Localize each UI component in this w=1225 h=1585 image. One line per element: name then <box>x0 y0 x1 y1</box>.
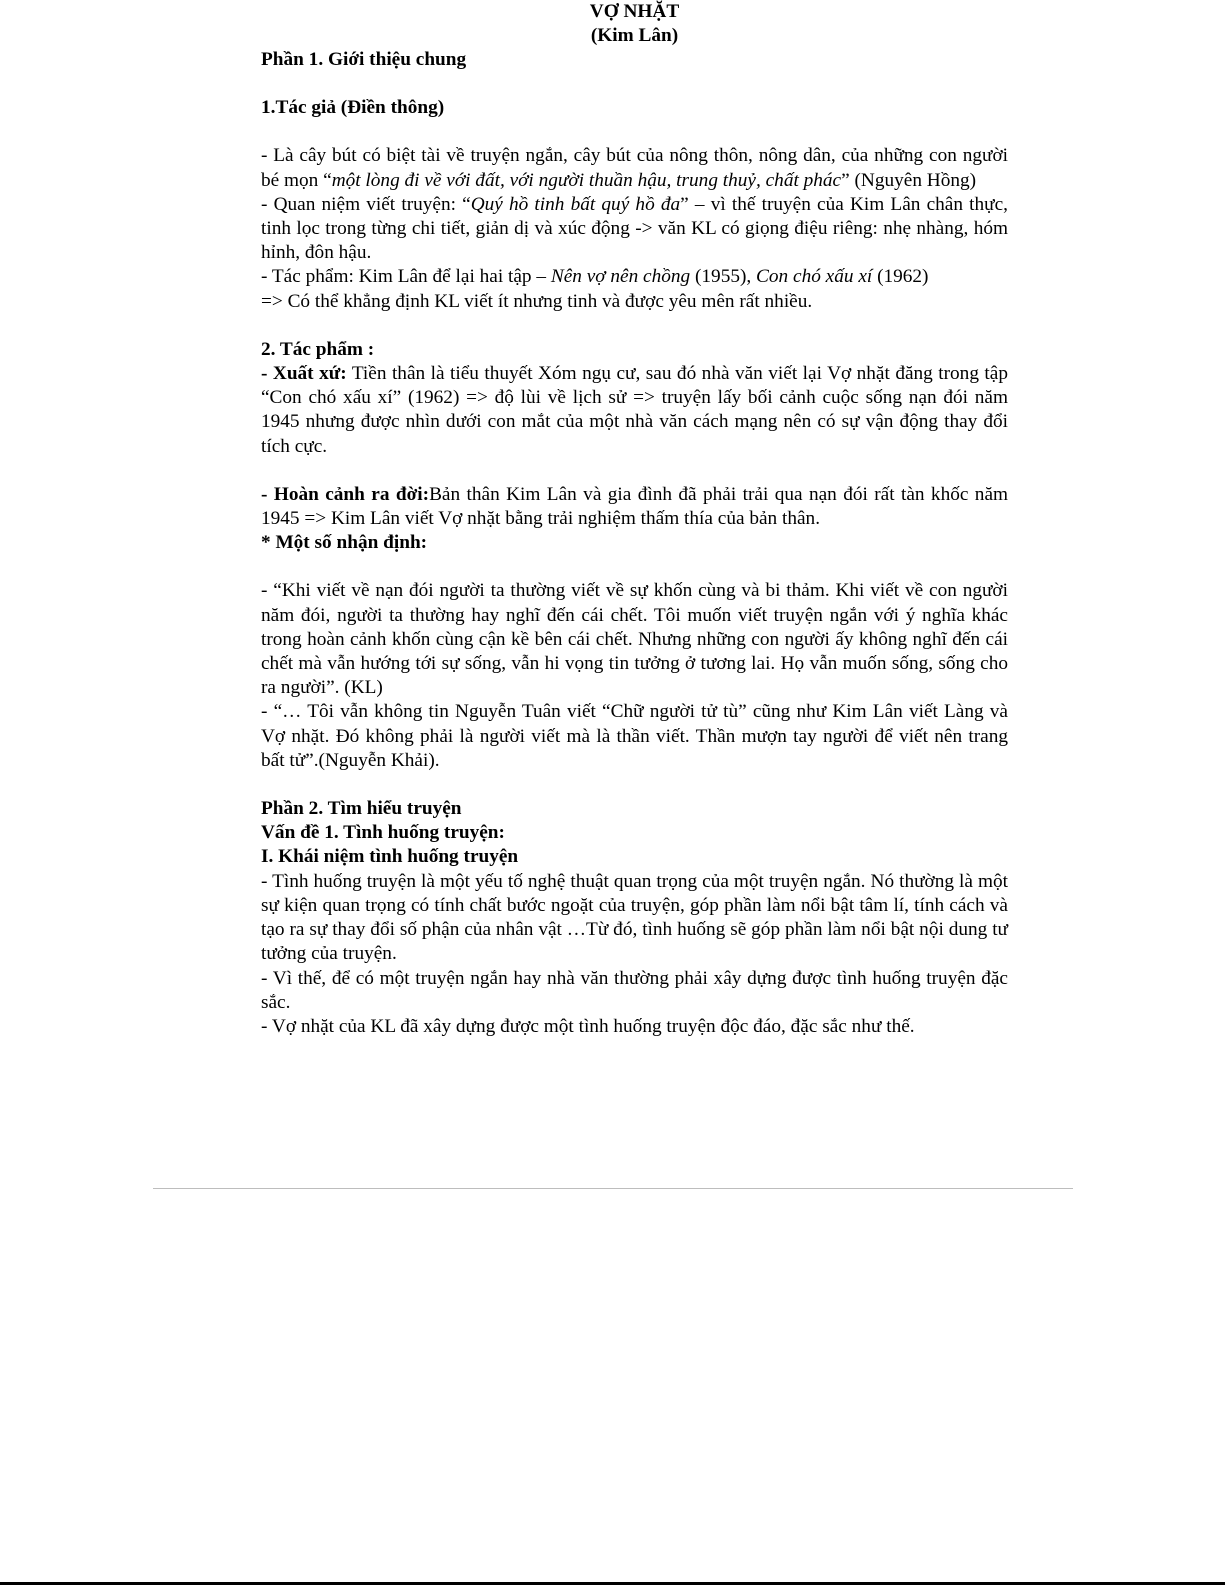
opinion-2: - “… Tôi vẫn không tin Nguyễn Tuân viết “Chữ người tử tù” cũng như Kim Lân viết Làng và Vợ nhặt. Đó không phải là người viết mà là thần viết. Thần mượn tay người để viết nên trang bất tử”.(Nguyễn Khải). <box>261 701 1008 771</box>
author-paragraph-1: - Là cây bút có biệt tài về truyện ngắn, cây bút của nông thôn, nông dân, của những con người bé mọn “một lòng đi về với đất, với người thuần hậu, trung thuỷ, chất phác” (Nguyên Hồng) <box>261 145 1008 191</box>
writing-motto: Quý hồ tinh bất quý hồ đa <box>470 193 681 215</box>
document-title <box>261 0 1008 48</box>
issue-heading: Vấn đề 1. Tình huống truyện: <box>261 822 505 844</box>
title-author: (Kim Lân) <box>590 25 679 46</box>
context-paragraph: - Hoàn cảnh ra đời:Bản thân Kim Lân và gia đình đã phải trải qua nạn đói rất tàn khốc năm 1945 => Kim Lân viết Vợ nhặt bằng trải nghiệm thấm thía của bản thân. <box>261 483 1009 530</box>
context-label: - Hoàn cảnh ra đời: <box>261 483 430 505</box>
author-paragraph-4: => Có thể khẳng định KL viết ít nhưng tinh và được yêu mên rất nhiều. <box>261 290 813 312</box>
concept-heading: I. Khái niệm tình huống truyện <box>261 846 519 868</box>
opinions-heading: * Một số nhận định: <box>261 532 428 554</box>
origin-label: - Xuất xứ: <box>261 363 347 385</box>
origin-paragraph: - Xuất xứ: Tiền thân là tiểu thuyết Xóm ngụ cư, sau đó nhà văn viết lại Vợ nhặt đăng trong tập “Con chó xấu xí” (1962) => độ lùi về lịch sử => truyện lấy bối cảnh cuộc sống nạn đói năm 1945 nhưng được nhìn dưới con mắt của một nhà văn cách mạng nên có sự vận động thay đổi tích cực. <box>261 363 1008 457</box>
document-page <box>261 0 1008 1039</box>
part1-heading: Phần 1. Giới thiệu chung <box>261 49 467 70</box>
part2-heading: Phần 2. Tìm hiểu truyện <box>261 798 462 820</box>
book-title-1: Nên vợ nên chồng <box>550 266 691 288</box>
title-main: VỢ NHẶT <box>589 1 680 22</box>
concept-paragraph-3: - Vợ nhặt của KL đã xây dựng được một tình huống truyện độc đáo, đặc sắc như thế. <box>261 1015 915 1037</box>
author-heading: 1.Tác giả (Điền thông) <box>261 97 445 119</box>
opinion-1: - “Khi viết về nạn đói người ta thường viết về sự khốn cùng và bi thảm. Khi viết về con người năm đói, người ta thường hay nghĩ đến cái chết. Tôi muốn viết truyện ngắn với ý nghĩa khác trong hoàn cảnh khốn cùng cận kề bên cái chết. Nhưng những con người ấy không nghĩ đến cái chết mà vẫn hướng tới sự sống, vẫn hi vọng tin tưởng ở tương lai. Họ vẫn muốn sống, sống cho ra người”. (KL) <box>261 580 1008 699</box>
book-title-2: Con chó xấu xí <box>756 266 873 288</box>
concept-paragraph-2: - Vì thế, để có một truyện ngắn hay nhà văn thường phải xây dựng được tình huống truyện đặc sắc. <box>261 967 1008 1013</box>
author-paragraph-3: - Tác phẩm: Kim Lân để lại hai tập – Nên vợ nên chồng (1955), Con chó xấu xí (1962) <box>261 266 929 288</box>
author-quote: một lòng đi về với đất, với người thuần hậu, trung thuỷ, chất phác <box>331 169 842 191</box>
page-divider <box>153 1188 1073 1189</box>
concept-paragraph-1: - Tình huống truyện là một yếu tố nghệ thuật quan trọng của một truyện ngắn. Nó thường là một sự kiện quan trọng có tính chất bước ngoặt của truyện, góp phần làm nổi bật tâm lí, tính cách và tạo ra sự thay đổi số phận của nhân vật …Từ đó, tình huống sẽ góp phần làm nổi bật nội dung tư tưởng của truyện. <box>261 870 1008 965</box>
work-heading: 2. Tác phẩm : <box>261 338 375 360</box>
author-paragraph-2: - Quan niệm viết truyện: “Quý hồ tinh bất quý hồ đa” – vì thế truyện của Kim Lân chân thực, tinh lọc trong từng chi tiết, giản dị và xúc động -> văn KL có giọng điệu riêng: nhẹ nhàng, hóm hỉnh, đôn hậu. <box>261 193 1008 264</box>
